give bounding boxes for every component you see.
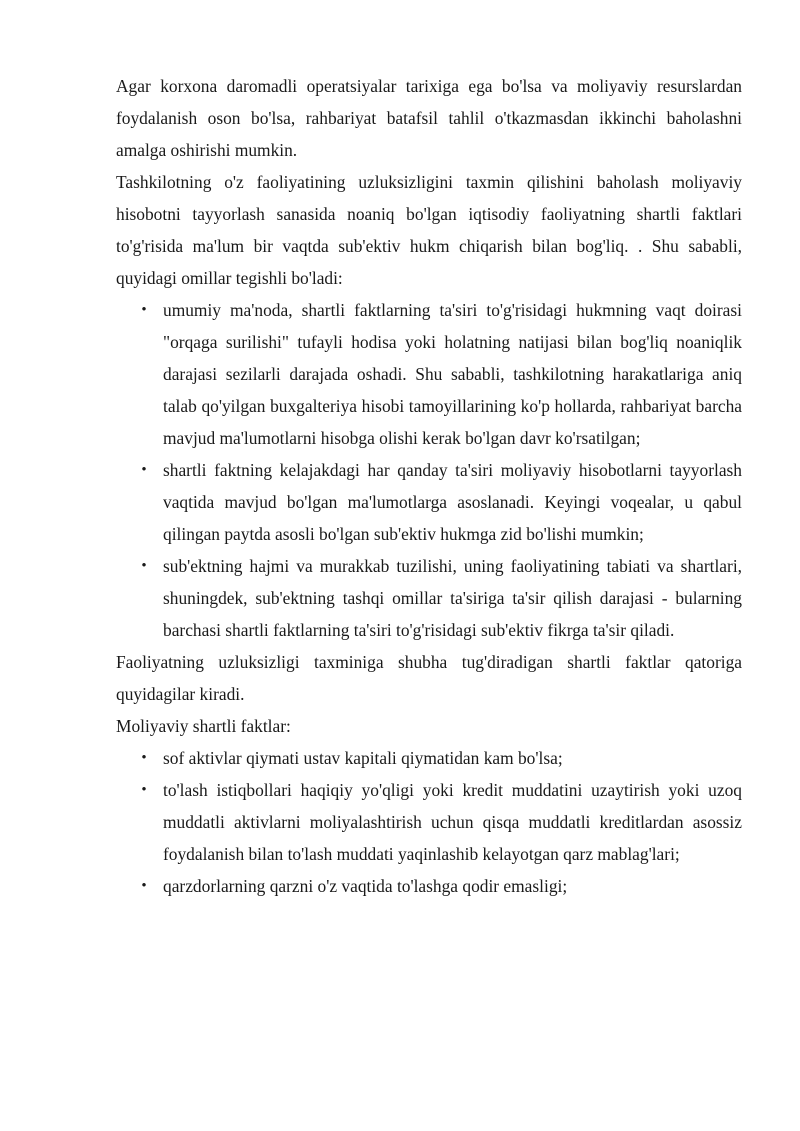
bullet-list (116, 742, 742, 902)
paragraph: Faoliyatning uzluksizligi taxminiga shubha tug'diradigan shartli faktlar qatoriga quyidagilar kiradi. (116, 652, 742, 704)
paragraph: Agar korxona daromadli operatsiyalar tarixiga ega bo'lsa va moliyaviy resurslardan foydalanish oson bo'lsa, rahbariyat batafsil tahlil o'tkazmasdan ikkinchi baholashni amalga oshirishi mumkin. (116, 76, 742, 160)
list-item-text: shartli faktning kelajakdagi har qanday ta'siri moliyaviy hisobotlarni tayyorlash vaqtida mavjud bo'lgan ma'lumotlarga asoslanadi. Keyingi voqealar, u qabul qilingan paytda asosli bo'lgan sub'ektiv hukmga zid bo'lishi mumkin; (163, 460, 742, 544)
bullet-icon: • (141, 558, 147, 574)
list-item (116, 294, 742, 454)
bullet-list (116, 294, 742, 646)
bullet-icon: • (141, 878, 147, 894)
bullet-icon: • (141, 462, 147, 478)
document-body (116, 70, 742, 902)
paragraph: Tashkilotning o'z faoliyatining uzluksizligini taxmin qilishini baholash moliyaviy hisobotni tayyorlash sanasida noaniq bo'lgan iqtisodiy faoliyatning shartli faktlari to'g'risida ma'lum bir vaqtda sub'ektiv hukm chiqarish bilan bog'liq. . Shu sababli, quyidagi omillar tegishli bo'ladi: (116, 172, 742, 288)
list-item (116, 550, 742, 646)
list-item (116, 454, 742, 550)
list-item-text: umumiy ma'noda, shartli faktlarning ta'siri to'g'risidagi hukmning vaqt doirasi "orqaga surilishi" tufayli hodisa yoki holatning natijasi bilan bog'liq noaniqlik darajasi sezilarli darajada oshadi. Shu sababli, tashkilotning harakatlariga aniq talab qo'yilgan buxgalteriya hisobi tamoyillarining ko'p hollarda, rahbariyat barcha mavjud ma'lumotlarni hisobga olishi kerak bo'lgan davr ko'rsatilgan; (163, 300, 742, 448)
list-item-text: qarzdorlarning qarzni o'z vaqtida to'lashga qodir emasligi; (163, 876, 568, 896)
list-item (116, 742, 742, 774)
paragraph: Moliyaviy shartli faktlar: (116, 716, 291, 736)
bullet-icon: • (141, 782, 147, 798)
list-item-text: sof aktivlar qiymati ustav kapitali qiymatidan kam bo'lsa; (163, 748, 563, 768)
list-item-text: to'lash istiqbollari haqiqiy yo'qligi yoki kredit muddatini uzaytirish yoki uzoq muddatli aktivlarni moliyalashtirish uchun qisqa muddatli kreditlardan asossiz foydalanish bilan to'lash muddati yaqinlashib kelayotgan qarz mablag'lari; (163, 780, 742, 864)
bullet-icon: • (141, 302, 147, 318)
list-item (116, 774, 742, 870)
list-item (116, 870, 742, 902)
bullet-icon: • (141, 750, 147, 766)
list-item-text: sub'ektning hajmi va murakkab tuzilishi, uning faoliyatining tabiati va shartlari, shuningdek, sub'ektning tashqi omillar ta'siriga ta'sir qilish darajasi - bularning barchasi shartli faktlarning ta'siri to'g'risidagi sub'ektiv fikrga ta'sir qiladi. (163, 556, 742, 640)
